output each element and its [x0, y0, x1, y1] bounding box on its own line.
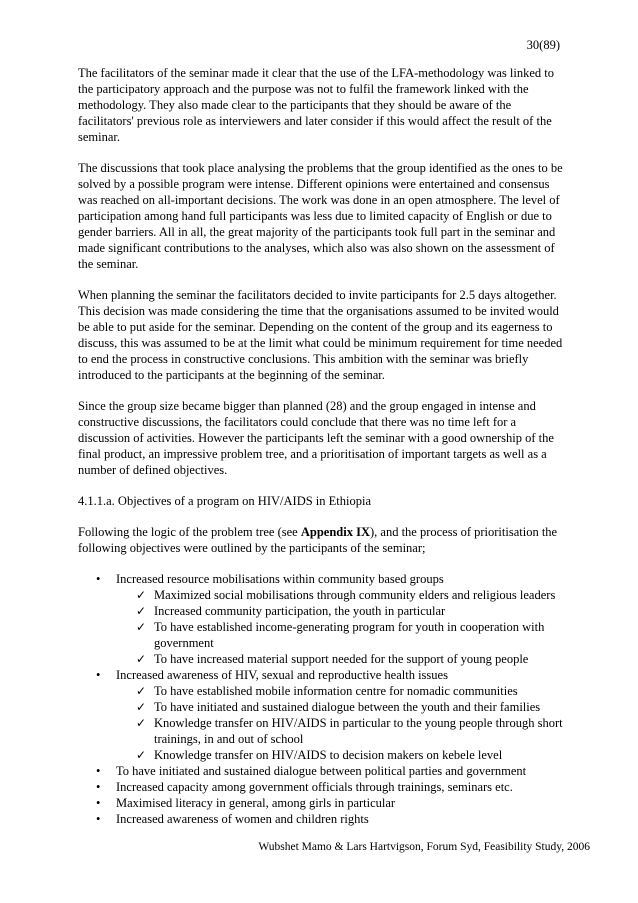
sub-objective-text: Knowledge transfer on HIV/AIDS in particular to the young people through short trainings, in and out of school [154, 716, 563, 746]
objective-text: Increased capacity among government officials through trainings, seminars etc. [116, 780, 513, 794]
objective-text: To have initiated and sustained dialogue between political parties and government [116, 764, 527, 778]
sub-objective-item [116, 715, 564, 747]
sub-objectives-list [116, 683, 564, 763]
paragraph-discussions: The discussions that took place analysing the problems that the group identified as the ones to be solved by a possible program were intense. Different opinions were entertained and consensus was reached on all-important decisions. The work was done in an open atmosphere. The level of participation among hand full participants was less due to limited capacity of English or due to gender barriers. All in all, the great majority of the participants took full part in the seminar and made significant contributions to the analyses, which also was also shown on the assessment of the seminar. [78, 161, 563, 271]
section-heading: 4.1.1.a. Objectives of a program on HIV/AIDS in Ethiopia [78, 494, 371, 508]
paragraph-facilitators: The facilitators of the seminar made it clear that the use of the LFA-methodology was linked to the participatory approach and the purpose was not to fulfil the framework linked with the methodology. They also made clear to the participants that they should be aware of the facilitators' previous role as interviewers and later consider if this would affect the result of the seminar. [78, 66, 555, 144]
checkmark-icon: ✓ [136, 716, 147, 730]
intro-text-after: ), and the process of prioritisation the following objectives were outlined by the participants of the seminar; [78, 525, 558, 555]
checkmark-icon: ✓ [136, 748, 147, 762]
sub-objective-text: Knowledge transfer on HIV/AIDS to decision makers on kebele level [154, 748, 503, 762]
sub-objectives-list [116, 587, 564, 667]
objective-item [78, 667, 564, 763]
bullet-icon: • [96, 572, 101, 586]
bullet-icon: • [96, 764, 101, 778]
checkmark-icon: ✓ [136, 652, 147, 666]
bullet-icon: • [96, 780, 101, 794]
objective-item [78, 795, 564, 811]
objectives-list [78, 571, 564, 827]
sub-objective-item [116, 619, 564, 651]
sub-objective-item [116, 603, 564, 619]
objective-text: Increased resource mobilisations within community based groups [116, 572, 444, 586]
sub-objective-item [116, 651, 564, 667]
paragraph-planning: When planning the seminar the facilitators decided to invite participants for 2.5 days altogether. This decision was made considering the time that the organisations assumed to be invited would be able to put aside for the seminar. Depending on the content of the group and its eagerness to discuss, this was assumed to be at the limit what could be minimum requirement for time needed to end the process in constructive conclusions. This ambition with the seminar was briefly introduced to the participants at the beginning of the seminar. [78, 288, 563, 382]
checkmark-icon: ✓ [136, 588, 147, 602]
objective-item [78, 779, 564, 795]
objective-item [78, 811, 564, 827]
checkmark-icon: ✓ [136, 620, 147, 634]
objective-text: Increased awareness of women and children rights [116, 812, 369, 826]
bullet-icon: • [96, 796, 101, 810]
sub-objective-item [116, 699, 564, 715]
paragraph-intro [78, 524, 564, 556]
sub-objective-item [116, 587, 564, 603]
document-body [78, 65, 564, 827]
sub-objective-text: To have established mobile information centre for nomadic communities [154, 684, 518, 698]
page-number: 30(89) [526, 38, 560, 52]
sub-objective-text: To have established income-generating program for youth in cooperation with government [154, 620, 545, 650]
checkmark-icon: ✓ [136, 700, 147, 714]
sub-objective-text: Increased community participation, the youth in particular [154, 604, 446, 618]
objective-text: Maximised literacy in general, among girls in particular [116, 796, 396, 810]
sub-objective-item [116, 683, 564, 699]
sub-objective-item [116, 747, 564, 763]
sub-objective-text: To have initiated and sustained dialogue between the youth and their families [154, 700, 541, 714]
checkmark-icon: ✓ [136, 684, 147, 698]
checkmark-icon: ✓ [136, 604, 147, 618]
objective-item [78, 763, 564, 779]
bullet-icon: • [96, 812, 101, 826]
objective-item [78, 571, 564, 667]
paragraph-group-size: Since the group size became bigger than planned (28) and the group engaged in intense and constructive discussions, the facilitators could conclude that there was no time left for a discussion of activities. However the participants left the seminar with a good ownership of the final product, an impressive problem tree, and a prioritisation of important targets as well as a number of defined objectives. [78, 399, 554, 477]
sub-objective-text: Maximized social mobilisations through community elders and religious leaders [154, 588, 556, 602]
page-footer: Wubshet Mamo & Lars Hartvigson, Forum Syd, Feasibility Study, 2006 [258, 841, 590, 853]
appendix-reference: Appendix IX [300, 525, 370, 539]
sub-objective-text: To have increased material support needed for the support of young people [154, 652, 529, 666]
objective-text: Increased awareness of HIV, sexual and reproductive health issues [116, 668, 448, 682]
bullet-icon: • [96, 668, 101, 682]
intro-text-before: Following the logic of the problem tree (see [78, 525, 301, 539]
